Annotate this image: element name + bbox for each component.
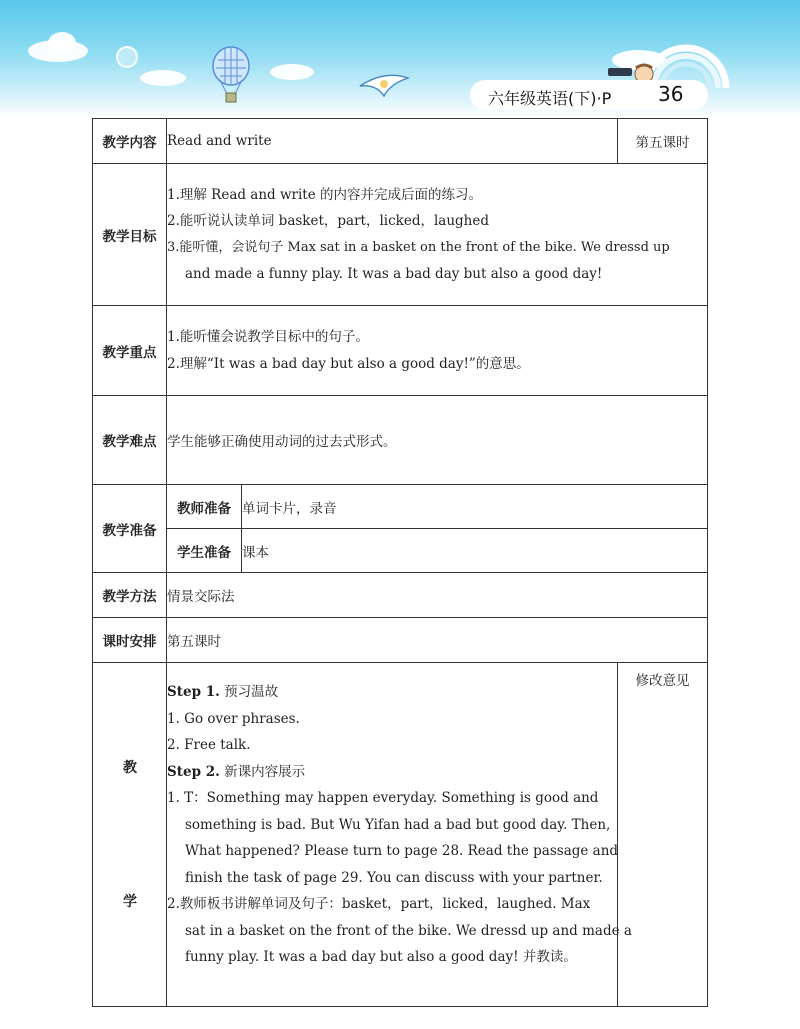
revision-notes-column [618, 663, 708, 1007]
objective-line: 3.能听懂，会说句子 Max sat in a basket on the front of the bike. We dressd up [167, 239, 670, 255]
student-prep-value: 课本 [242, 529, 708, 573]
row-objectives [93, 164, 708, 306]
row-method [93, 573, 708, 618]
objectives-list [167, 164, 708, 306]
label-teacher-prep: 教师准备 [167, 485, 242, 529]
objective-line: 1.理解 Read and write 的内容并完成后面的练习。 [167, 186, 483, 203]
method-value: 情景交际法 [167, 573, 708, 618]
row-schedule [93, 618, 708, 663]
step2-heading: Step 2. 新课内容展示 [167, 763, 306, 780]
step1-item: 2. Free talk. [167, 737, 251, 753]
key-point-line: 1.能听懂会说教学目标中的句子。 [167, 329, 369, 345]
hot-air-balloon-icon [210, 46, 252, 106]
cloud-decoration [270, 64, 314, 80]
row-content [93, 119, 708, 164]
row-difficulties [93, 396, 708, 485]
key-point-line: 2.理解“It was a bad day but also a good day!”的意思。 [167, 355, 530, 372]
objective-line: and made a funny play. It was a bad day but also a good day! [185, 266, 603, 282]
step2-line: funny play. It was a bad day but also a good day! 并教读。 [185, 949, 577, 965]
revision-notes-label: 修改意见 [635, 673, 690, 689]
label-difficulties: 教学难点 [93, 396, 167, 485]
row-preparation-student [93, 529, 708, 573]
label-teaching-process [93, 663, 167, 1007]
lesson-plan-table [92, 118, 708, 1007]
label-key-points: 教学重点 [93, 306, 167, 396]
label-objectives: 教学目标 [93, 164, 167, 306]
step2-line: something is bad. But Wu Yifan had a bad but good day. Then, [185, 816, 611, 833]
flying-kite-icon [356, 70, 412, 100]
page-number: 36 [658, 82, 684, 106]
label-method: 教学方法 [93, 573, 167, 618]
row-key-points [93, 306, 708, 396]
step2-line: 1. T：Something may happen everyday. Something is good and [167, 790, 599, 806]
book-title: 六年级英语(下)·P [488, 89, 612, 108]
teacher-prep-value: 单词卡片，录音 [242, 485, 708, 529]
label-student-prep: 学生准备 [167, 529, 242, 573]
schedule-value: 第五课时 [167, 618, 708, 663]
row-preparation-teacher [93, 485, 708, 529]
key-points-list [167, 306, 708, 396]
step1-heading: Step 1. 预习温故 [167, 684, 279, 700]
label-learn-char: 学 [123, 894, 137, 910]
sky-banner [0, 0, 800, 118]
step1-item: 1. Go over phrases. [167, 710, 300, 727]
page-header [470, 80, 708, 110]
difficulties-value: 学生能够正确使用动词的过去式形式。 [167, 396, 708, 485]
objective-line: 2.能听说认读单词 basket，part，licked，laughed [167, 213, 489, 229]
cloud-decoration [140, 70, 186, 86]
label-schedule: 课时安排 [93, 618, 167, 663]
row-teaching-process [93, 663, 708, 1007]
step2-line: finish the task of page 29. You can discuss with your partner. [185, 869, 603, 886]
step2-line: What happened? Please turn to page 28. Read the passage and [185, 843, 619, 859]
sun-icon [116, 46, 138, 68]
label-teach-char: 教 [123, 760, 137, 776]
cloud-decoration [48, 32, 76, 54]
step2-line: sat in a basket on the front of the bike. We dressd up and made a [185, 922, 632, 939]
label-content: 教学内容 [93, 119, 167, 164]
content-value: Read and write [167, 119, 618, 164]
content-period: 第五课时 [618, 119, 708, 164]
label-preparation: 教学准备 [93, 485, 167, 573]
step2-line: 2.教师板书讲解单词及句子：basket，part，licked，laughed. Max [167, 896, 591, 912]
process-content [167, 663, 632, 1007]
